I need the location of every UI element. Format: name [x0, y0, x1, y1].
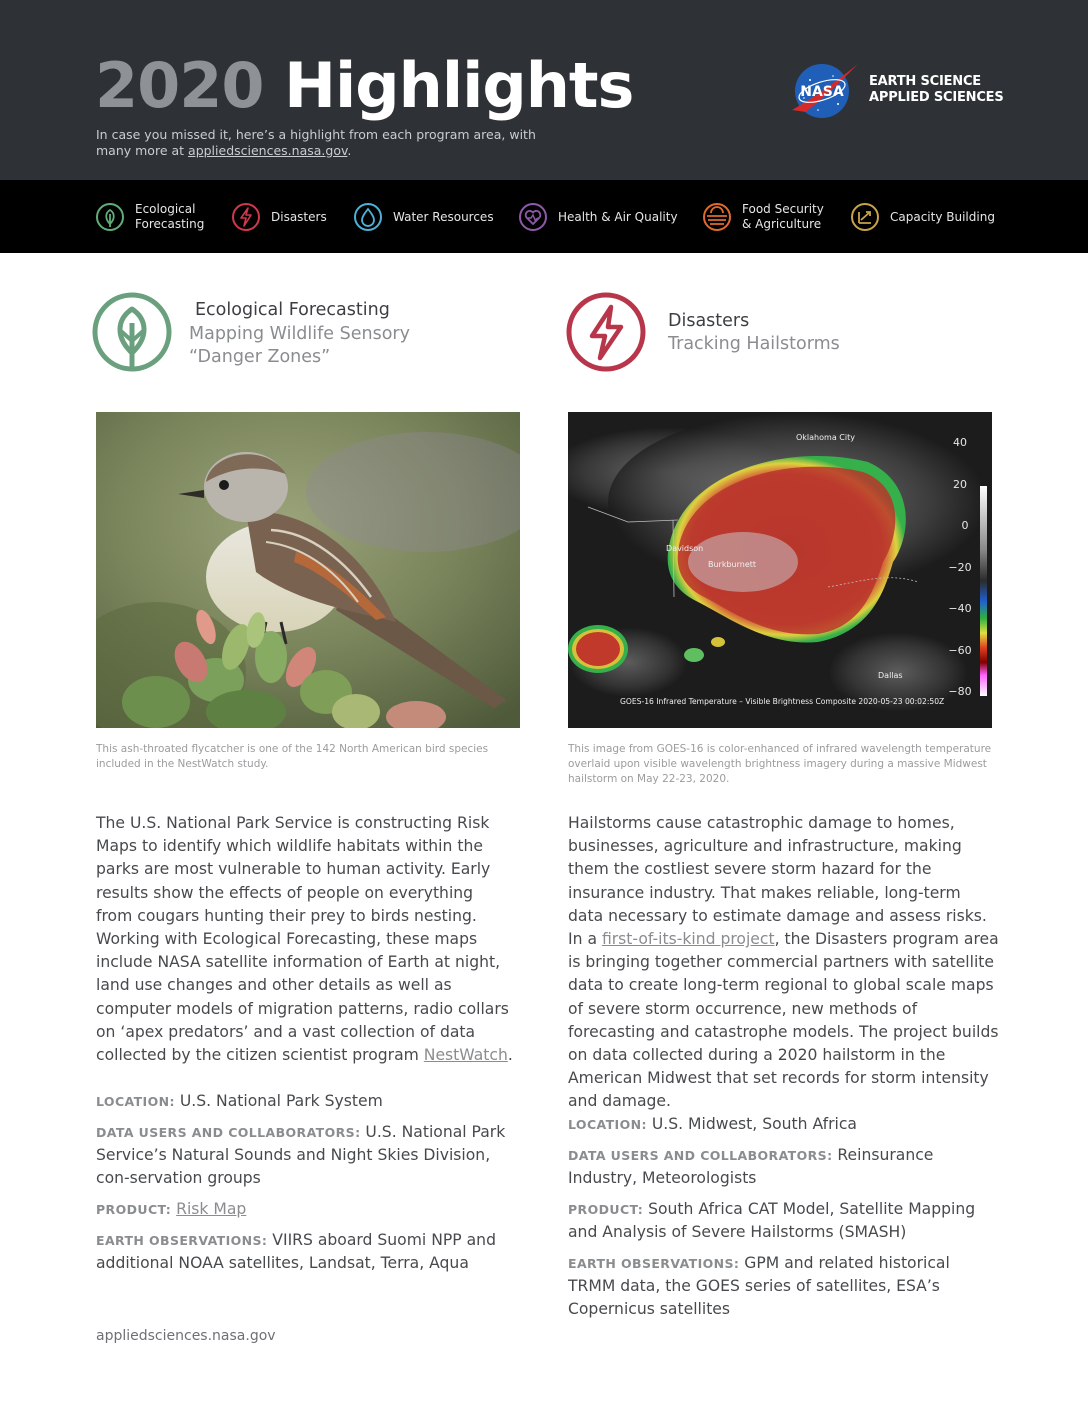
- nav-label: Disasters: [271, 209, 327, 224]
- scale-tick: 20: [953, 478, 967, 491]
- meta-label: LOCATION:: [96, 1094, 175, 1109]
- right-body: Hailstorms cause catastrophic damage to homes, businesses, agriculture and infrastructure, making them the costliest severe storm hazard for the insurance industry. That makes reliable, long-term data necessary to estimate damage and assess risks. In a: [568, 814, 987, 949]
- header-banner: [0, 0, 1088, 180]
- meta-value: GPM and related historical TRMM data, the GOES series of satellites, ESA’s Copernicus satellites: [568, 1254, 950, 1318]
- city-label-oklahoma-city: Oklahoma City: [796, 433, 855, 442]
- nav-item-health-air-quality[interactable]: [518, 200, 678, 234]
- meta-value: VIIRS aboard Suomi NPP and additional NOAA satellites, Landsat, Terra, Aqua: [96, 1231, 496, 1272]
- right-location: [568, 1113, 1000, 1136]
- meta-label: PRODUCT:: [568, 1202, 644, 1217]
- first-of-its-kind-link[interactable]: first-of-its-kind project: [601, 930, 775, 949]
- right-photo-caption: This image from GOES-16 is color-enhanced of infrared wavelength temperature overlaid upon visible wavelength brightness imagery during a massive Midwest hailstorm on May 22-23, 2020.: [568, 743, 992, 785]
- goes16-storm-image: [568, 412, 992, 728]
- intro-link[interactable]: appliedsciences.nasa.gov: [188, 143, 348, 158]
- nav-label: Ecological Forecasting: [135, 202, 205, 231]
- nestwatch-link[interactable]: NestWatch: [423, 1046, 508, 1065]
- left-body-end: .: [507, 1046, 513, 1065]
- intro-end: .: [347, 143, 352, 158]
- meta-label: DATA USERS AND COLLABORATORS:: [568, 1148, 833, 1163]
- title-year: 2020: [95, 49, 264, 122]
- right-section-subtitle: Tracking Hailstorms: [668, 334, 840, 354]
- scale-tick: −60: [948, 644, 972, 657]
- storm-satellite-graphic: [568, 412, 992, 728]
- meta-value: U.S. Midwest, South Africa: [646, 1115, 857, 1133]
- water-drop-icon: [353, 202, 383, 232]
- left-product: [96, 1198, 516, 1221]
- leaf-icon: [95, 202, 125, 232]
- growth-icon: [850, 202, 880, 232]
- right-data-users: [568, 1144, 1000, 1190]
- meta-label: LOCATION:: [568, 1117, 647, 1132]
- meta-label: PRODUCT:: [96, 1202, 172, 1217]
- nav-label: Food Security & Agriculture: [742, 202, 824, 231]
- left-photo-caption: This ash-throated flycatcher is one of the 142 North American bird species included in the NestWatch study.: [96, 743, 489, 770]
- nasa-logo-icon: [788, 60, 860, 120]
- left-section-subtitle: Mapping Wildlife Sensory “Danger Zones”: [189, 324, 410, 367]
- city-label-burkburnett: Burkburnett: [708, 560, 757, 569]
- left-section-title: Ecological Forecasting: [195, 300, 390, 320]
- lightning-icon: [231, 202, 261, 232]
- nav-item-disasters[interactable]: [231, 200, 327, 234]
- flycatcher-photo: [96, 412, 520, 728]
- meta-value: U.S. National Park Service’s Natural Sounds and Night Skies Division, con-servation groups: [96, 1123, 506, 1187]
- nav-label: Capacity Building: [890, 209, 995, 224]
- org-line-2: APPLIED SCIENCES: [869, 90, 1004, 105]
- meta-label: EARTH OBSERVATIONS:: [96, 1233, 268, 1248]
- meta-value: U.S. National Park System: [174, 1092, 383, 1110]
- meta-value: Reinsurance Industry, Meteorologists: [568, 1146, 934, 1187]
- right-section-title: Disasters: [668, 311, 750, 331]
- right-body-text: [568, 812, 1000, 1114]
- right-body-end: , the Disasters program area is bringing together commercial partners with satellite data to create long-term regional to global scale maps of severe storm occurrence, new methods of forecasting and catastrophe models. The project builds on data collected during a 2020 hailstorm in the American Midwest that set records for storm intensity and damage.: [568, 930, 999, 1111]
- org-name: [869, 74, 1004, 106]
- left-earth-observations: [96, 1229, 516, 1275]
- left-data-users: [96, 1121, 516, 1190]
- scale-tick: −20: [948, 561, 972, 574]
- disasters-lightning-icon: [565, 291, 647, 373]
- nav-item-capacity-building[interactable]: [850, 200, 995, 234]
- left-location: [96, 1090, 516, 1113]
- meta-label: DATA USERS AND COLLABORATORS:: [96, 1125, 361, 1140]
- meta-label: EARTH OBSERVATIONS:: [568, 1256, 740, 1271]
- intro-text: [96, 127, 536, 159]
- page-title: [95, 49, 634, 122]
- scale-tick: 0: [961, 519, 969, 532]
- nav-item-ecological-forecasting[interactable]: [95, 200, 204, 234]
- meta-value: South Africa CAT Model, Satellite Mapping and Analysis of Severe Hailstorms (SMASH): [568, 1200, 976, 1241]
- image-overlay-caption: GOES-16 Infrared Temperature – Visible Brightness Composite 2020-05-23 00:02:50Z: [620, 697, 945, 706]
- nasa-logo-text: NASA: [800, 84, 844, 100]
- right-product: [568, 1198, 988, 1244]
- program-area-nav: [0, 180, 1088, 253]
- left-body: The U.S. National Park Service is constructing Risk Maps to identify which wildlife habitats within the parks are most vulnerable to human activity. Early results show the effects of people on everything from cougars hunting their prey to birds nesting. Working with Ecological Forecasting, these maps include NASA satellite information of Earth at night, land use changes and other details as well as computer models of migration patterns, radio collars on ‘apex predators’ and a vast collection of data collected by the citizen scientist program: [96, 814, 509, 1065]
- right-earth-observations: [568, 1252, 980, 1321]
- nav-item-water-resources[interactable]: [353, 200, 494, 234]
- field-icon: [702, 202, 732, 232]
- footer-url[interactable]: appliedsciences.nasa.gov: [96, 1328, 276, 1344]
- bird-illustration: [96, 412, 520, 728]
- scale-tick: −80: [948, 685, 972, 698]
- ecological-forecasting-leaf-icon: [91, 291, 173, 373]
- heart-icon: [518, 202, 548, 232]
- scale-tick: 40: [953, 436, 967, 449]
- intro-sentence: In case you missed it, here’s a highlight from each program area, with many more at: [96, 127, 536, 158]
- city-label-davidson: Davidson: [666, 544, 704, 553]
- nav-label: Health & Air Quality: [558, 209, 678, 224]
- nav-label: Water Resources: [393, 209, 494, 224]
- org-line-1: EARTH SCIENCE: [869, 74, 981, 89]
- city-label-dallas: Dallas: [878, 671, 903, 680]
- left-body-text: [96, 812, 514, 1067]
- nav-item-food-security-agriculture[interactable]: [702, 200, 824, 234]
- risk-map-link[interactable]: Risk Map: [176, 1200, 247, 1218]
- title-word: Highlights: [284, 49, 634, 122]
- scale-tick: −40: [948, 602, 972, 615]
